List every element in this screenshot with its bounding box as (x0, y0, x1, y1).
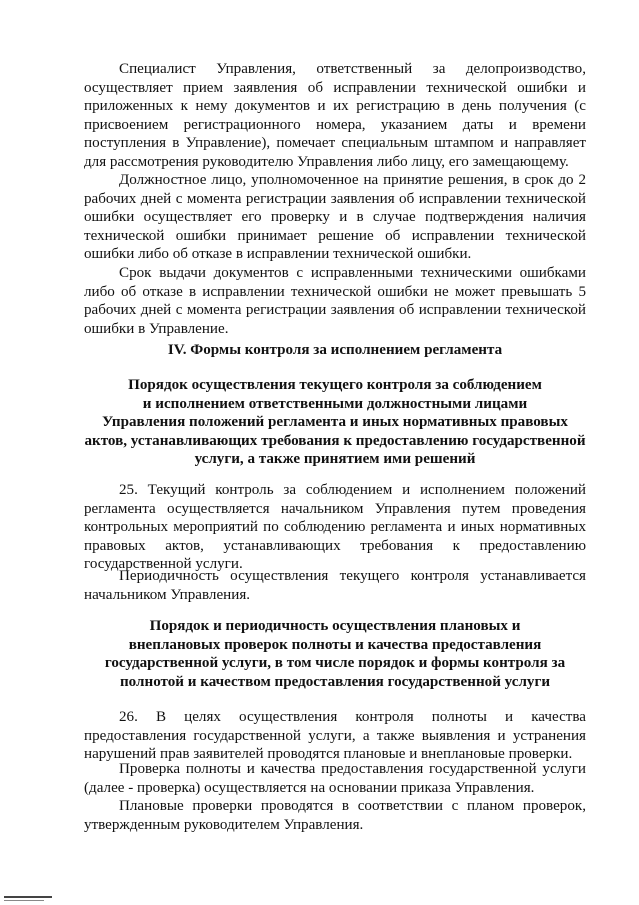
subheading-line: и исполнением ответственными должностными лицами (142, 395, 528, 412)
paragraph-issue-deadline: Срок выдачи документов с исправленными техническими ошибками либо об отказе в исправлении технической ошибки не может превышать 5 рабочих дней с момента регистрации заявления об исправлении технической ошибки в Управление. (84, 265, 586, 337)
paragraph-inspection-basis: Проверка полноты и качества предоставления государственной услуги (далее - проверка) осуществляется на основании приказа Управления. (84, 761, 586, 796)
subheading-line: Порядок и периодичность осуществления плановых и (149, 618, 521, 634)
scan-edge-mark (4, 896, 52, 898)
subheading-line: Управления положений регламента и иных нормативных правовых (102, 414, 568, 431)
scan-edge-mark (4, 900, 44, 901)
subheading-line: актов, устанавливающих требования к предоставлению государственной (84, 432, 586, 449)
subheading-line: внеплановых проверок полноты и качества предоставления (128, 636, 542, 653)
paragraph-periodicity: Периодичность осуществления текущего контроля устанавливается начальником Управления. (84, 568, 586, 603)
subheading-line: полнотой и качеством предоставления государственной услуги (119, 673, 551, 690)
section-title: IV. Формы контроля за исполнением регламента (167, 342, 503, 358)
paragraph-registration: Специалист Управления, ответственный за делопроизводство, осуществляет прием заявления об исправлении технической ошибки и приложенных к нему документов и их регистрацию в день получения (с присвоением регистрационного номера, указанием даты и времени поступления в Управление), помечает специальным штампом и направляет для рассмотрения руководителю Управления либо лицу, его замещающему. (84, 61, 586, 170)
subheading-current-control (70, 376, 600, 469)
paragraph-official-review: Должностное лицо, уполномоченное на принятие решения, в срок до 2 рабочих дней с момента регистрации заявления об исправлении технической ошибки осуществляет его проверку и в случае подтверждения наличия технической ошибки принимает решение об исправлении технической ошибки либо об отказе в исправлении технической ошибки. (84, 172, 586, 263)
paragraph-planned-inspections: Плановые проверки проводятся в соответствии с планом проверок, утвержденным руководителем Управления. (84, 798, 586, 833)
subheading-line: Порядок осуществления текущего контроля за соблюдением (128, 377, 542, 393)
paragraph-25: 25. Текущий контроль за соблюдением и исполнением положений регламента осуществляется начальником Управления путем проведения контрольных мероприятий по соблюдению регламента и иных нормативных правовых актов, устанавливающих требования к предоставлению государственной услуги. (84, 482, 586, 573)
subheading-inspections (70, 617, 600, 691)
paragraph-26: 26. В целях осуществления контроля полноты и качества предоставления государственной услуги, а также выявления и устранения нарушений прав заявителей проводятся плановые и внеплановые проверки. (84, 709, 586, 763)
subheading-line: услуги, а также принятием ими решений (194, 451, 476, 468)
subheading-line: государственной услуги, в том числе порядок и формы контроля за (104, 655, 566, 672)
